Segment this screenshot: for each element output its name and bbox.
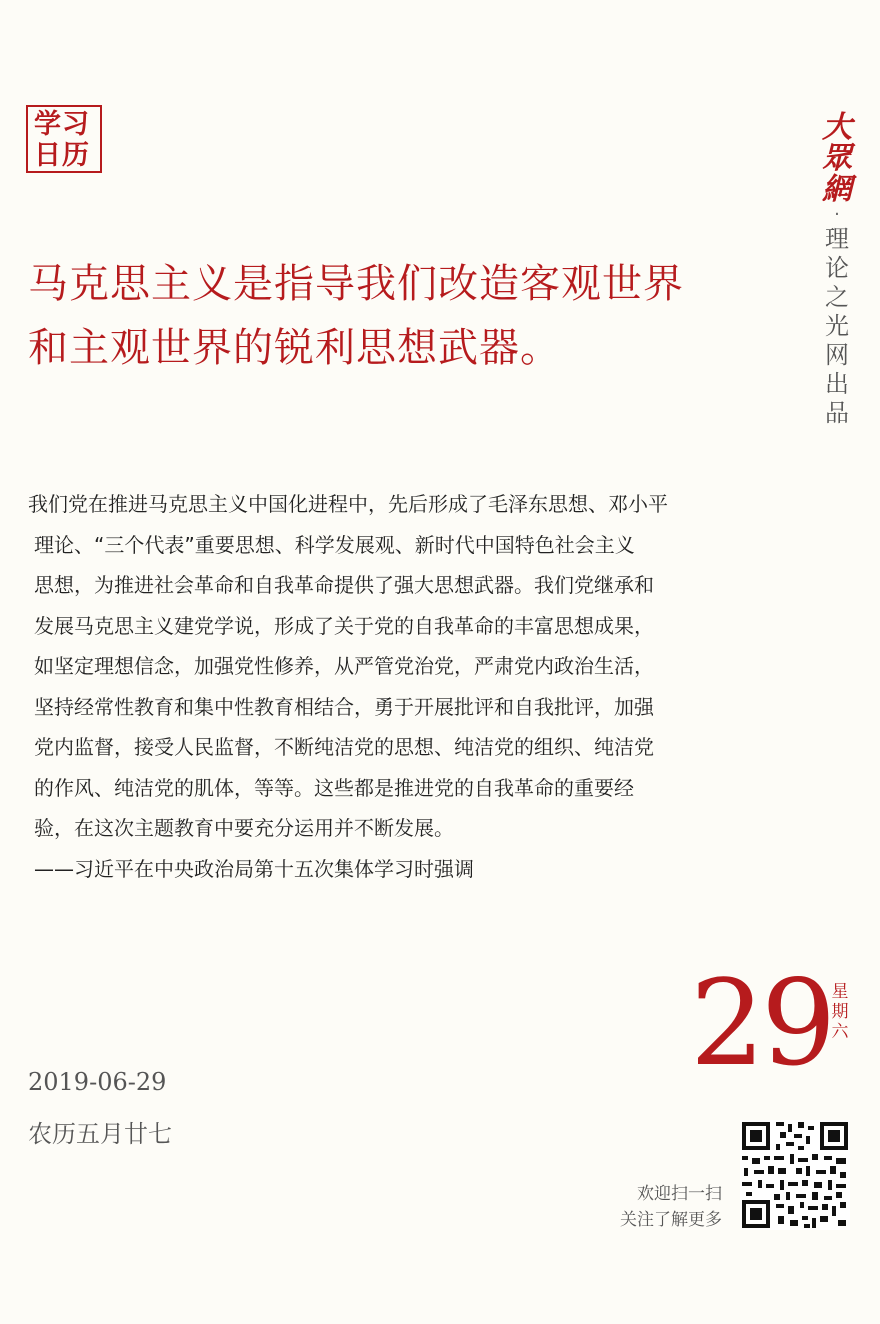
- quote-line: 的作风、纯洁党的肌体，等等。这些都是推进党的自我革命的重要经: [34, 775, 634, 800]
- brand-text-char: 论: [825, 254, 849, 282]
- quote-line: 坚持经常性教育和集中性教育相结合，勇于开展批评和自我批评，加强: [34, 694, 654, 719]
- gregorian-date: 2019-06-29: [28, 1068, 167, 1096]
- badge-line-1: 学习: [34, 109, 90, 140]
- brand-logo-char: 大: [822, 110, 852, 145]
- scan-line-2: 关注了解更多: [620, 1210, 722, 1230]
- quote-line: 党内监督，接受人民监督，不断纯洁党的思想、纯洁党的组织、纯洁党: [34, 735, 654, 759]
- study-calendar-badge: [26, 105, 102, 173]
- brand-separator: ·: [834, 204, 840, 225]
- quote-line: 思想，为推进社会革命和自我革命提供了强大思想武器。我们党继承和: [34, 573, 654, 597]
- brand-vertical: [820, 112, 854, 428]
- headline-line-2: 和主观世界的锐利思想武器。: [28, 325, 561, 371]
- brand-text-char: 品: [825, 399, 849, 427]
- quote-attribution: ——习近平在中央政治局第十五次集体学习时强调: [34, 856, 474, 881]
- brand-text: [820, 225, 854, 428]
- brand-text-char: 光: [825, 312, 849, 340]
- quote-line: 发展马克思主义建党学说，形成了关于党的自我革命的丰富思想成果，: [34, 613, 654, 638]
- brand-logo-char: 眾: [822, 141, 852, 176]
- quote-line: 如坚定理想信念，加强党性修养，从严管党治党，严肃党内政治生活，: [34, 654, 654, 678]
- weekday-char: 六: [831, 1022, 849, 1042]
- headline-line-1: 马克思主义是指导我们改造客观世界: [28, 261, 684, 307]
- quote-line: 理论、“三个代表”重要思想、科学发展观、新时代中国特色社会主义: [34, 532, 635, 557]
- badge-line-2: 日历: [34, 140, 90, 171]
- lunar-date: 农历五月廿七: [28, 1120, 172, 1148]
- weekday-char: 星: [831, 982, 849, 1002]
- brand-logo-char: 網: [822, 172, 852, 207]
- weekday: [830, 982, 850, 1042]
- brand-text-char: 出: [825, 370, 849, 398]
- quote-line: 我们党在推进马克思主义中国化进程中，先后形成了毛泽东思想、邓小平: [28, 492, 668, 516]
- weekday-char: 期: [831, 1002, 849, 1022]
- brand-text-char: 网: [825, 341, 849, 369]
- quote-body: [28, 484, 788, 889]
- quote-line: 验，在这次主题教育中要充分运用并不断发展。: [34, 816, 454, 840]
- qr-code-icon[interactable]: [740, 1120, 850, 1230]
- scan-line-1: 欢迎扫一扫: [637, 1184, 722, 1204]
- scan-prompt: [610, 1181, 722, 1233]
- brand-logo: [820, 112, 854, 205]
- day-number: 29: [690, 954, 833, 1092]
- headline: [28, 252, 798, 380]
- brand-text-char: 理: [825, 225, 849, 253]
- brand-text-char: 之: [825, 283, 849, 311]
